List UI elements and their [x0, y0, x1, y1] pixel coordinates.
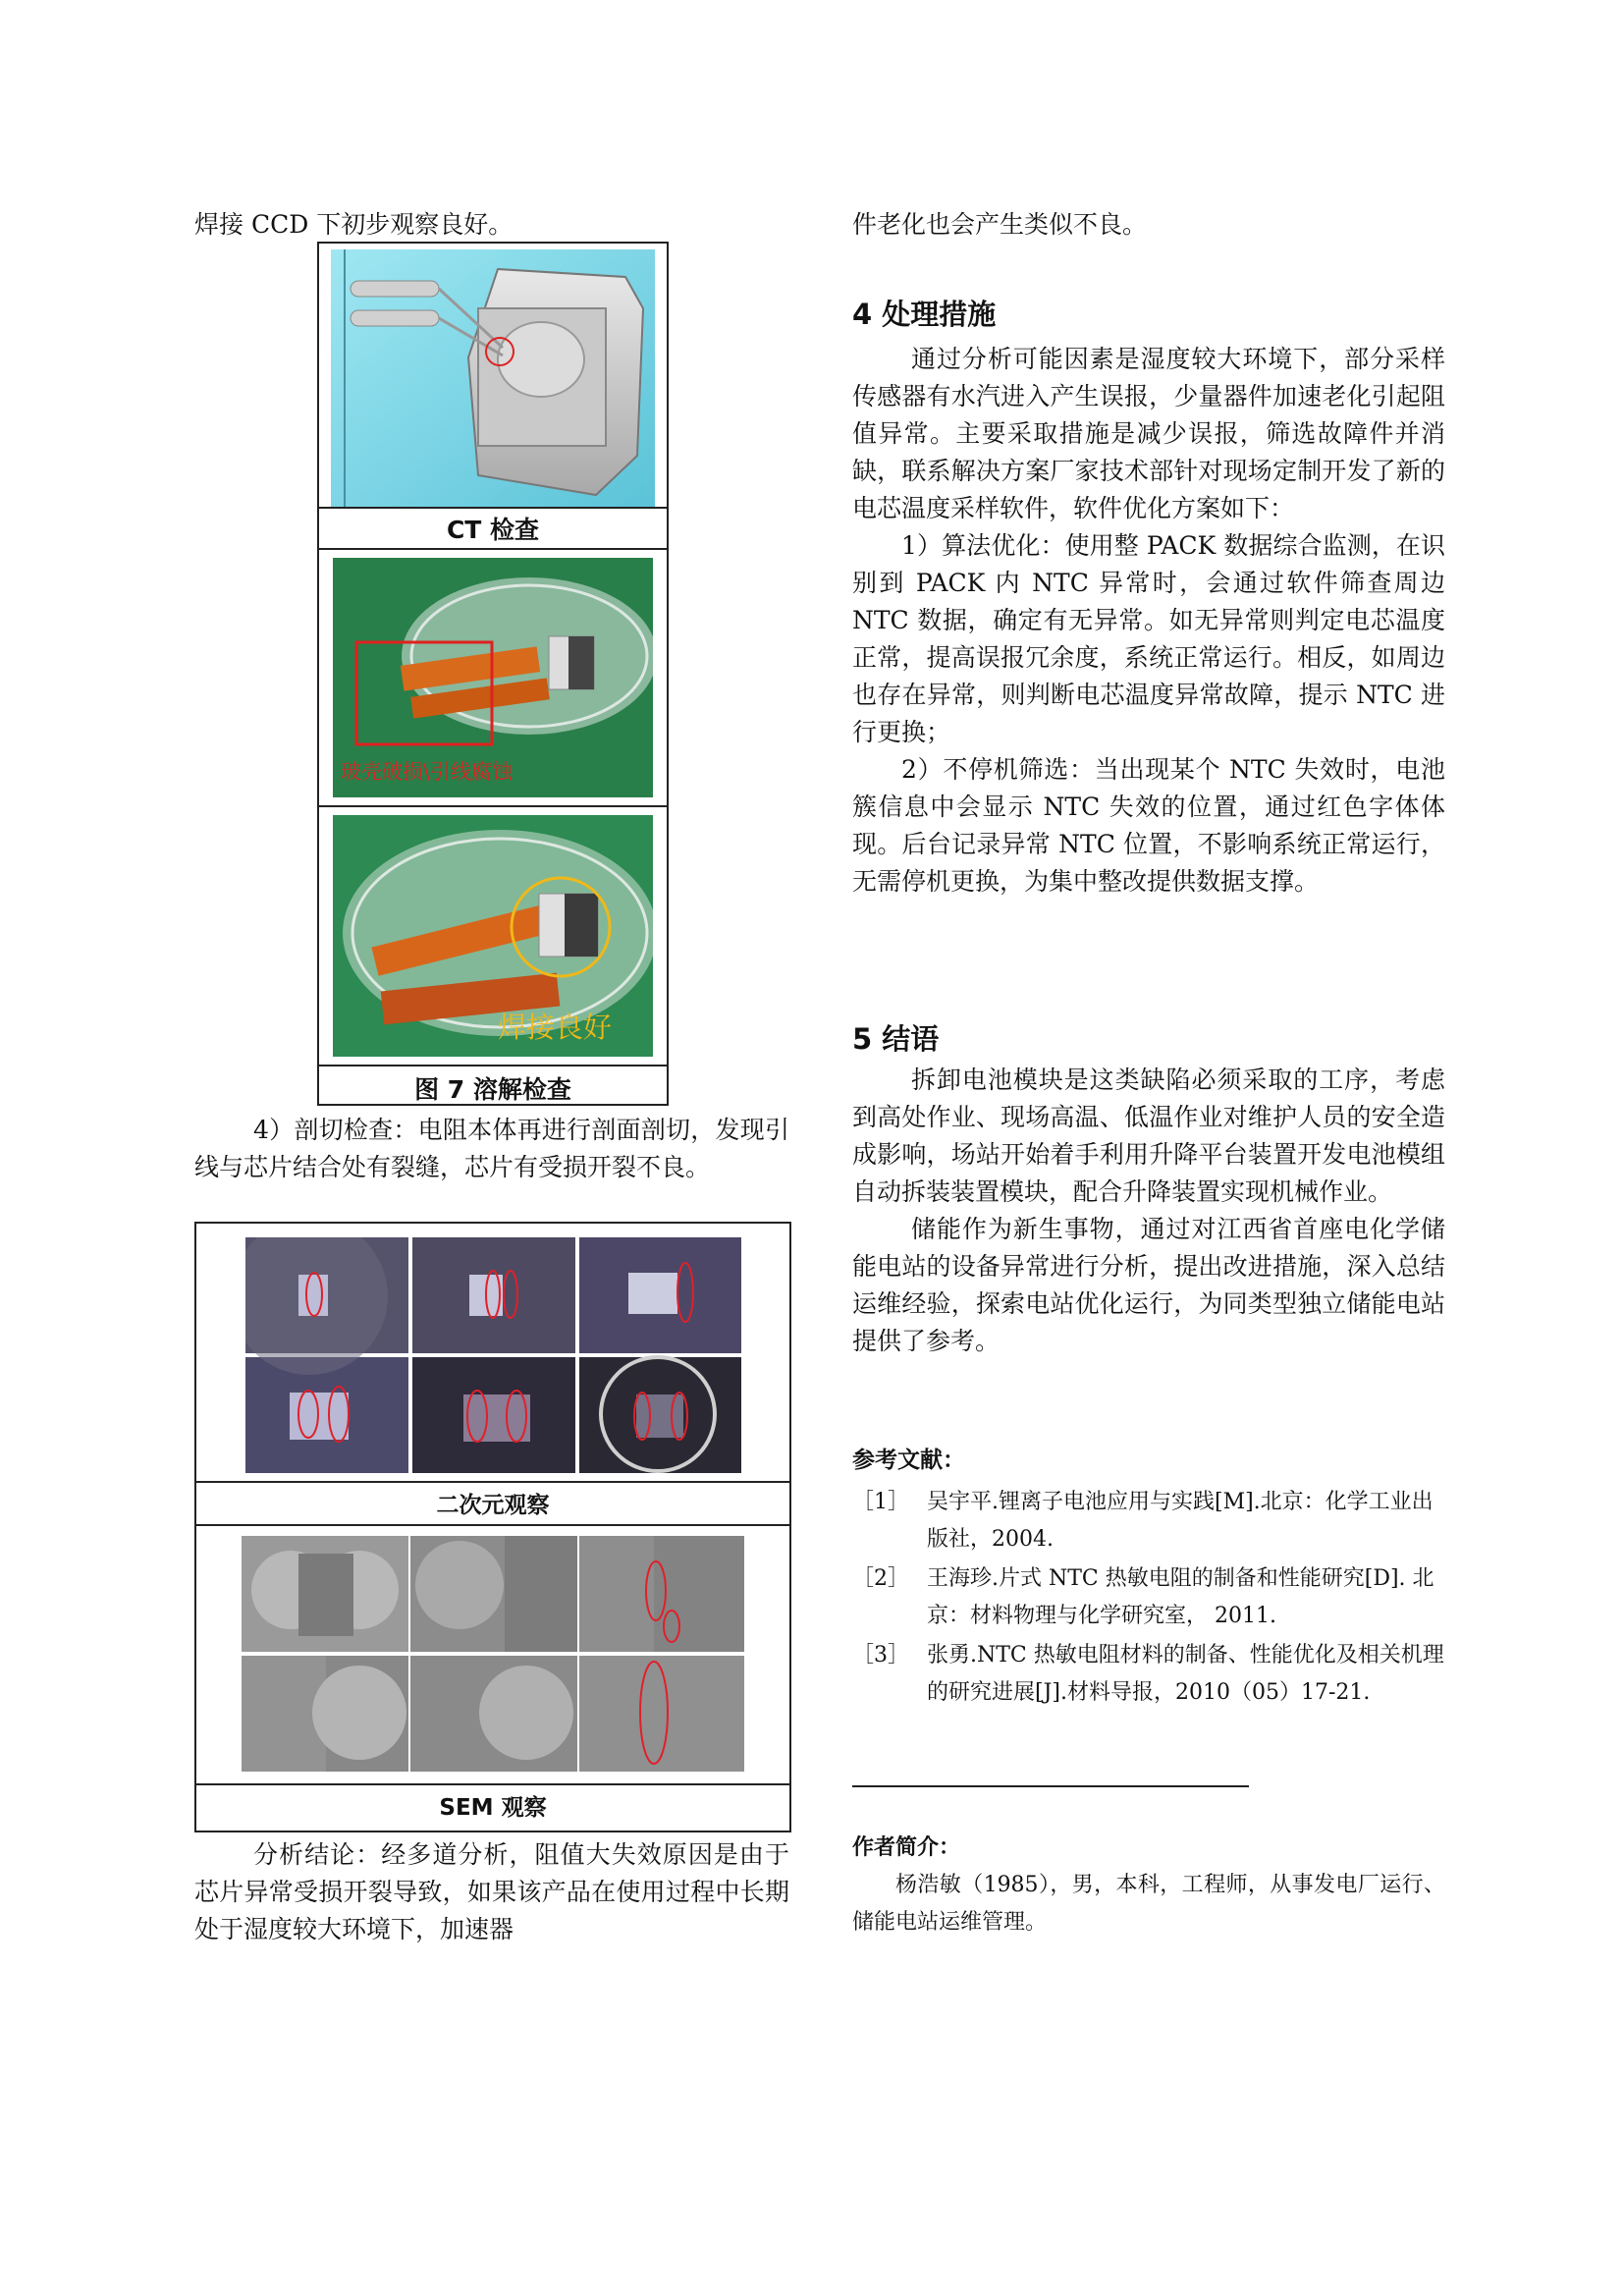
right-top-line: 件老化也会产生类似不良。 — [852, 210, 1148, 239]
reference-item: ［2］ 王海珍.片式 NTC 热敏电阻的制备和性能研究[D]. 北京：材料物理与化学研究室， 2011. — [852, 1566, 1434, 1628]
para-conclusion: 分析结论：经多道分析，阻值大失效原因是由于芯片异常受损开裂导致，如果该产品在使用过程中长期处于湿度较大环境下，加速器 — [194, 1840, 789, 1943]
figure-8 — [194, 1222, 791, 1832]
left-conclusion — [194, 1836, 789, 1948]
section-5-heading: 5 结语 — [852, 1022, 940, 1056]
reference-item: ［3］ 张勇.NTC 热敏电阻材料的制备、性能优化及相关机理的研究进展[J].材料导报，2010（05）17-21. — [852, 1643, 1444, 1705]
author-title: 作者简介： — [852, 1835, 961, 1860]
photo3-annotation: 焊接良好 — [498, 1011, 613, 1044]
references-list — [852, 1484, 1445, 1712]
reference-item: ［1］ 吴宇平.锂离子电池应用与实践[M].北京：化学工业出版社，2004. — [852, 1490, 1434, 1552]
photo2-annotation: 玻壳破损\引线腐蚀 — [341, 760, 514, 784]
footnote-rule — [852, 1785, 1249, 1787]
references — [852, 1442, 1445, 1712]
left-top-line: 焊接 CCD 下初步观察良好。 — [194, 210, 514, 239]
section-4-p1: 通过分析可能因素是湿度较大环境下，部分采样传感器有水汽进入产生误报，少量器件加速老化引起阻值异常。主要采取措施是减少误报，筛选故障件并消缺，联系解决方案厂家技术部针对现场定制开发了新的电芯温度采样软件，软件优化方案如下： — [852, 345, 1445, 522]
figure-7 — [317, 242, 669, 1106]
left-cut-section — [194, 1112, 789, 1186]
section-4-heading: 4 处理措施 — [852, 298, 997, 331]
2d-observation-image — [245, 1237, 741, 1473]
section-4 — [852, 293, 1445, 901]
2d-caption: 二次元观察 — [436, 1493, 550, 1518]
2d-grid — [245, 1237, 741, 1473]
right-column — [852, 206, 1445, 244]
ct-scan-image — [331, 249, 655, 507]
section-4-p3: 2）不停机筛选：当出现某个 NTC 失效时，电池簇信息中会显示 NTC 失效的位置，通过红色字体体现。后台记录异常 NTC 位置，不影响系统正常运行，无需停机更换，为集中整改提供数据支撑。 — [852, 755, 1445, 896]
author-text: 杨浩敏（1985），男，本科，工程师，从事发电厂运行、储能电站运维管理。 — [852, 1873, 1445, 1935]
dissolve-photo-damaged — [333, 558, 653, 797]
para-cut-inspection: 4）剖切检查：电阻本体再进行剖面剖切，发现引线与芯片结合处有裂缝，芯片有受损开裂不良。 — [194, 1116, 789, 1181]
sem-caption: SEM 观察 — [439, 1795, 547, 1821]
section-5 — [852, 1017, 1445, 1360]
section-5-p2: 储能作为新生事物，通过对江西省首座电化学储能电站的设备异常进行分析，提出改进措施，深入总结运维经验，探索电站优化运行，为同类型独立储能电站提供了参考。 — [852, 1215, 1445, 1355]
section-5-p1: 拆卸电池模块是这类缺陷必须采取的工序，考虑到高处作业、现场高温、低温作业对维护人员的安全造成影响，场站开始着手利用升降平台装置开发电池模组自动拆装装置模块，配合升降装置实现机械作业。 — [852, 1066, 1445, 1206]
sem-observation-image — [242, 1536, 744, 1772]
ct-caption: CT 检查 — [446, 516, 540, 544]
references-title: 参考文献： — [852, 1448, 965, 1473]
left-column — [194, 206, 789, 244]
figure-7-caption: 图 7 溶解检查 — [414, 1075, 571, 1104]
dissolve-photo-weld — [333, 815, 653, 1057]
author-bio — [852, 1831, 1445, 1941]
section-4-p2: 1）算法优化：使用整 PACK 数据综合监测，在识别到 PACK 内 NTC 异常时，会通过软件筛查周边 NTC 数据，确定有无异常。如无异常则判定电芯温度正常，提高误报冗余度，系统正常运行。相反，如周边也存在异常，则判断电芯温度异常故障，提示 NTC 进行更换； — [852, 531, 1445, 746]
